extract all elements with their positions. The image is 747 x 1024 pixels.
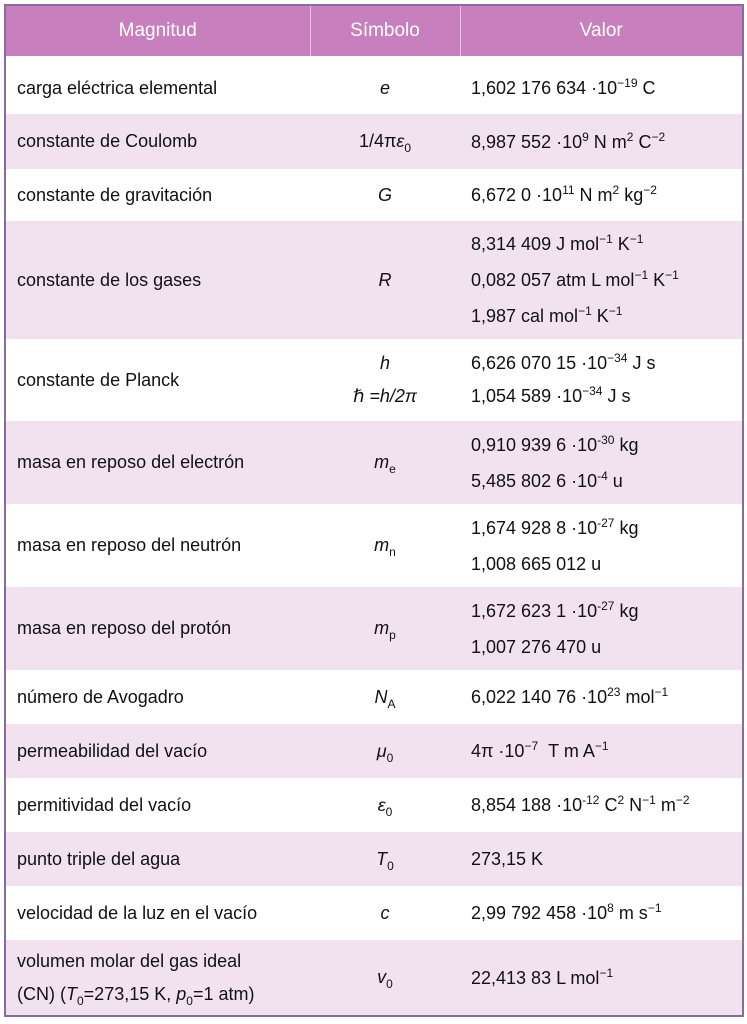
- quantity-cell: punto triple del agua: [5, 832, 310, 886]
- symbol-cell: $m_p$: [310, 587, 460, 670]
- header-symbol: Símbolo: [310, 5, 460, 56]
- quantity-cell: constante de Planck: [5, 339, 310, 421]
- value-cell: 2,99 792 $458 \cdot 10^8$ m $s^{-1}$: [460, 886, 743, 940]
- table-row: [5, 169, 743, 221]
- header-value: Valor: [460, 5, 743, 56]
- value-cell: 8,854 $188 \cdot 10^{-12}$ $C^2$ $N^{-1}$ $m^{-2}$: [460, 778, 743, 832]
- value-cell: 8,314 409 J mol$^{-1}$ $K^{-1}$ 0,082 057 atm L mol$^{-1}$ $K^{-1}$ 1,987 cal mol$^{-1}$ $K^{-1}$: [460, 221, 743, 339]
- table-row: [5, 778, 743, 832]
- symbol-cell: G: [310, 169, 460, 221]
- quantity-cell: volumen molar del gas ideal (CN) ($T_0=273,15$ K, $p_0=1$ atm): [5, 940, 310, 1016]
- table-row: [5, 587, 743, 670]
- symbol-cell: h ℏ =h/2π: [310, 339, 460, 421]
- symbol-cell: c: [310, 886, 460, 940]
- quantity-cell: constante de los gases: [5, 221, 310, 339]
- table-row: [5, 724, 743, 778]
- value-cell: 8,987 $552 \cdot 10^9$ N $m^2$ $C^{-2}$: [460, 114, 743, 169]
- physical-constants-table: [4, 4, 744, 1017]
- symbol-cell: $T_0$: [310, 832, 460, 886]
- value-cell: 6,626 070 $15 \cdot 10^{-34}$ J s 1,054 $589 \cdot 10^{-34}$ J s: [460, 339, 743, 421]
- symbol-cell: $\mu_0$: [310, 724, 460, 778]
- quantity-cell: constante de Coulomb: [5, 114, 310, 169]
- quantity-cell: permitividad del vacío: [5, 778, 310, 832]
- quantity-cell: constante de gravitación: [5, 169, 310, 221]
- value-cell: $4\pi \cdot 10^{-7}$ T m $A^{-1}$: [460, 724, 743, 778]
- quantity-cell: carga eléctrica elemental: [5, 62, 310, 114]
- header-quantity: Magnitud: [5, 5, 310, 56]
- value-cell: 6,672 $0 \cdot 10^{11}$ N $m^2$ $kg^{-2}$: [460, 169, 743, 221]
- symbol-cell: $m_n$: [310, 504, 460, 587]
- table-row: [5, 886, 743, 940]
- quantity-cell: número de Avogadro: [5, 670, 310, 724]
- quantity-cell: masa en reposo del electrón: [5, 421, 310, 504]
- quantity-cell: permeabilidad del vacío: [5, 724, 310, 778]
- table-row: [5, 670, 743, 724]
- symbol-cell: $m_e$: [310, 421, 460, 504]
- symbol-cell: $v_0$: [310, 940, 460, 1016]
- value-cell: 1,672 623 $1 \cdot 10^{-27}$ kg 1,007 276 470 u: [460, 587, 743, 670]
- symbol-cell: $N_A$: [310, 670, 460, 724]
- symbol-cell: $\varepsilon_0$: [310, 778, 460, 832]
- table-row: [5, 339, 743, 421]
- table-row: [5, 421, 743, 504]
- symbol-cell: $1/4\pi\varepsilon_0$: [310, 114, 460, 169]
- value-cell: 1,674 928 $8 \cdot 10^{-27}$ kg 1,008 665 012 u: [460, 504, 743, 587]
- symbol-cell: e: [310, 62, 460, 114]
- table-row: [5, 114, 743, 169]
- value-cell: 22,413 83 L mol$^{-1}$: [460, 940, 743, 1016]
- quantity-cell: masa en reposo del protón: [5, 587, 310, 670]
- symbol-cell: R: [310, 221, 460, 339]
- quantity-cell: masa en reposo del neutrón: [5, 504, 310, 587]
- table-row: [5, 504, 743, 587]
- table-row: [5, 940, 743, 1016]
- table-row: [5, 832, 743, 886]
- table-row: [5, 221, 743, 339]
- value-cell: 273,15 K: [460, 832, 743, 886]
- value-cell: 6,022 140 $76 \cdot 10^{23}$ mol$^{-1}$: [460, 670, 743, 724]
- value-cell: 1,602 176 $634 \cdot 10^{-19}$ C: [460, 62, 743, 114]
- table-row: [5, 62, 743, 114]
- value-cell: 0,910 939 $6 \cdot 10^{-30}$ kg 5,485 802 $6 \cdot 10^{-4}$ u: [460, 421, 743, 504]
- quantity-cell: velocidad de la luz en el vacío: [5, 886, 310, 940]
- header-row: [5, 5, 743, 56]
